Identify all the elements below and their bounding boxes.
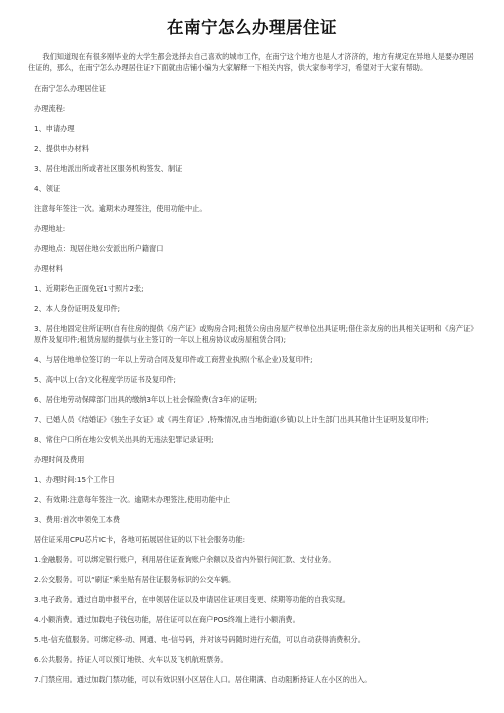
list-item: 3、费用:首次申领免工本费 (34, 515, 121, 525)
list-item: 2、本人身份证明及复印件; (34, 303, 121, 313)
section-heading: 办理地址: (34, 223, 66, 233)
section-heading: 办理流程: (34, 103, 66, 113)
list-item: 1、办理时间:15个工作日 (34, 475, 115, 485)
list-item: 3、居住地派出所或者社区服务机构签发、制证 (34, 163, 183, 173)
list-item: 4、与居住地单位签订的一年以上劳动合同及复印件或工商营业执照(个私企业)及复印件; (34, 355, 313, 365)
list-item: 5、高中以上(含)文化程度学历证书及复印件; (34, 375, 176, 385)
list-item: 1.金融服务。可以绑定银行账户，利用居住证查询账户余额以及省内外银行间汇款、支付业务。 (34, 555, 336, 565)
list-item: 4、领证 (34, 183, 61, 193)
list-item: 1、申请办理 (34, 123, 75, 133)
list-item: 3.电子政务。通过自助申报平台，在申领居住证以及申请居住证项目变更、续期等功能的自我实现。 (34, 595, 350, 605)
list-item: 6、居住地劳动保障部门出具的缴纳3年以上社会保险费(含3年)的证明; (34, 395, 258, 405)
list-item: 4.小额消费。通过加载电子钱包功能，居住证可以在商户POS终端上进行小额消费。 (34, 615, 300, 625)
section-heading: 居住证采用CPU芯片IC卡，各地可拓展居住证的以下社会服务功能: (34, 535, 246, 545)
list-item: 5.电-信充值服务。可绑定移-动、网通、电-信号码，并对该号码随时进行充值，可以自动获得消费积分。 (34, 635, 365, 645)
list-item: 2.公交服务。可以“刷证”乘坐贴有居住证服务标识的公交车辆。 (34, 575, 236, 585)
section-heading: 办理材料 (34, 263, 63, 273)
list-item: 3、居住地固定住所证明(自有住房的提供《房产证》或购房合同;租赁公房由房屋产权单位出具证明;借住亲友房的出具相关证明和《房产证》原件及复印件;租赁房屋的提供与业主签订的一年以上租房协议或房屋租赁合同); (34, 323, 474, 345)
list-item: 6.公共服务。持证人可以预订地铁、火车以及飞机航班票务。 (34, 655, 228, 665)
note-text: 注意每年签注一次。逾期未办理签注，使用功能中止。 (34, 203, 207, 213)
list-item: 8、常住户口所在地公安机关出具的无违法犯罪记录证明; (34, 435, 214, 445)
page-title: 在南宁怎么办理居住证 (167, 18, 337, 37)
list-item: 7、已婚人员《结婚证》《独生子女证》或《再生育证》,特殊情况,由当地街道(乡镇)以上计生部门出具其他计生证明及复印件; (34, 415, 429, 425)
section-heading: 办理时间及费用 (34, 455, 85, 465)
list-item: 2、有效期:注意每年签注一次。逾期未办理签注,使用功能中止 (34, 495, 231, 505)
address-text: 办理地点：现居住地公安派出所户籍窗口 (34, 243, 164, 253)
intro-paragraph: 我们知道现在有很多刚毕业的大学生都会选择去自己喜欢的城市工作，在南宁这个地方也是人才济济的，地方有规定在异地人是要办理居住证的，那么，在南宁怎么办理居住证?下面就由店铺小编为大家解释一下相关内容，供大家参考学习，希望对于大家有帮助。 (28, 52, 474, 73)
list-item: 7.门禁应用。通过加载门禁功能，可以有效识别小区居住人口。居住期满、自动阻断持证人在小区的出入。 (34, 675, 372, 685)
list-item: 2、提供申办材料 (34, 143, 89, 153)
list-item: 1、近期彩色正面免冠1寸照片2张; (34, 283, 144, 293)
section-heading: 在南宁怎么办理居住证 (34, 83, 106, 93)
